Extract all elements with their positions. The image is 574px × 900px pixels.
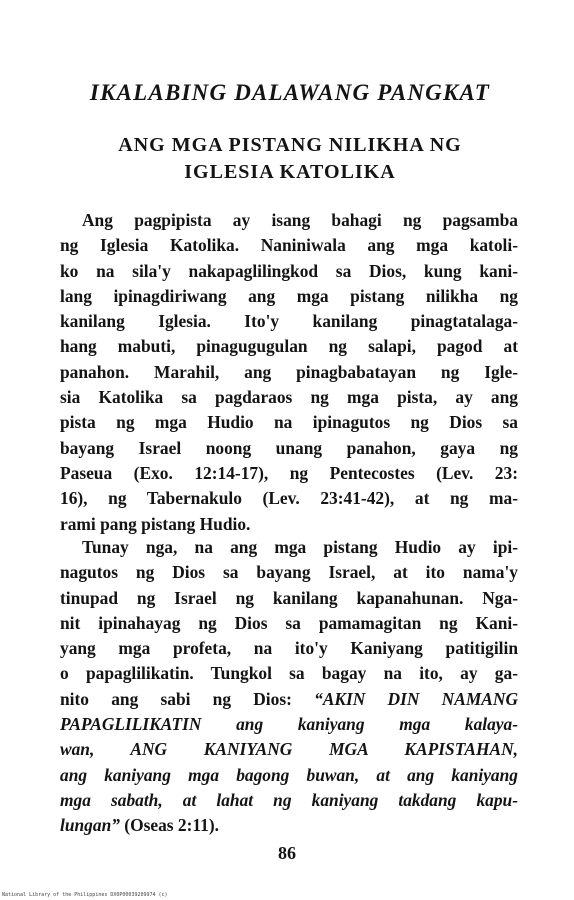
text-line: rami pang pistang Hudio. [60, 513, 251, 534]
text-line: nagutos ng Dios sa bayang Israel, at ito nama'y [60, 562, 518, 583]
chapter-title-line-1: ANG MGA PISTANG NILIKHA NG [118, 134, 462, 156]
citation: (Oseas 2:11). [119, 815, 219, 836]
quote-line: PAPAGLILIKATIN ang kaniyang mga kalaya- [60, 714, 518, 735]
text-line: Ang pagpipista ay isang bahagi ng pagsamba [82, 210, 518, 230]
text-line: hang mabuti, pinagugugulan ng salapi, pagod at [60, 336, 518, 357]
footer-credit: National Library of the Philippines DX0P00039209974 (c) [2, 892, 168, 898]
text-line: nit ipinahayag ng Dios sa pamamagitan ng Kani- [60, 612, 518, 633]
text-line: ko na sila'y nakapaglilingkod sa Dios, kung kani- [60, 260, 518, 281]
paragraph-1 [60, 208, 518, 537]
chapter-title [70, 132, 510, 186]
quote-end-line [60, 813, 518, 838]
chapter-title-line-2: IGLESIA KATOLIKA [184, 161, 396, 183]
quote-end: lungan” [60, 815, 120, 836]
text-line: lang ipinagdiriwang ang mga pistang nilikha ng [60, 285, 518, 306]
text-line-with-quote [60, 687, 518, 712]
text-line: ng Iglesia Katolika. Naniniwala ang mga katoli- [60, 235, 518, 256]
text-line: kanilang Iglesia. Ito'y kanilang pinagtatalaga- [60, 311, 518, 332]
quote-line: ang kaniyang mga bagong buwan, at ang kaniyang [60, 764, 518, 785]
text-line: o papaglilikatin. Tungkol sa bagay na ito, ay ga- [60, 663, 518, 684]
text-line: sia Katolika sa pagdaraos ng mga pista, ay ang [60, 387, 518, 408]
text-segment: nito ang sabi ng Dios: [60, 688, 315, 709]
page-number: 86 [278, 843, 296, 863]
text-line: bayang Israel noong unang panahon, gaya ng [60, 437, 518, 458]
text-line: yang mga profeta, na ito'y Kaniyang patitigilin [60, 638, 518, 659]
text-line: Tunay nga, na ang mga pistang Hudio ay ipi- [82, 537, 518, 557]
text-line: pista ng mga Hudio na ipinagutos ng Dios sa [60, 412, 518, 433]
text-line: 16), ng Tabernakulo (Lev. 23:41-42), at ng ma- [60, 488, 518, 509]
quote-line: wan, ANG KANIYANG MGA KAPISTAHAN, [60, 739, 518, 760]
text-line: Paseua (Exo. 12:14-17), ng Pentecostes (Lev. 23: [60, 462, 518, 483]
text-line: panahon. Marahil, ang pinagbabatayan ng Igle- [60, 361, 518, 382]
paragraph-2 [60, 535, 518, 839]
text-line: tinupad ng Israel ng kanilang kapanahunan. Nga- [60, 587, 518, 608]
quote-start: “AKIN DIN NAMANG [314, 688, 519, 709]
quote-line: mga sabath, at lahat ng kaniyang takdang kapu- [60, 789, 518, 810]
part-heading: IKALABING DALAWANG PANGKAT [89, 80, 491, 105]
